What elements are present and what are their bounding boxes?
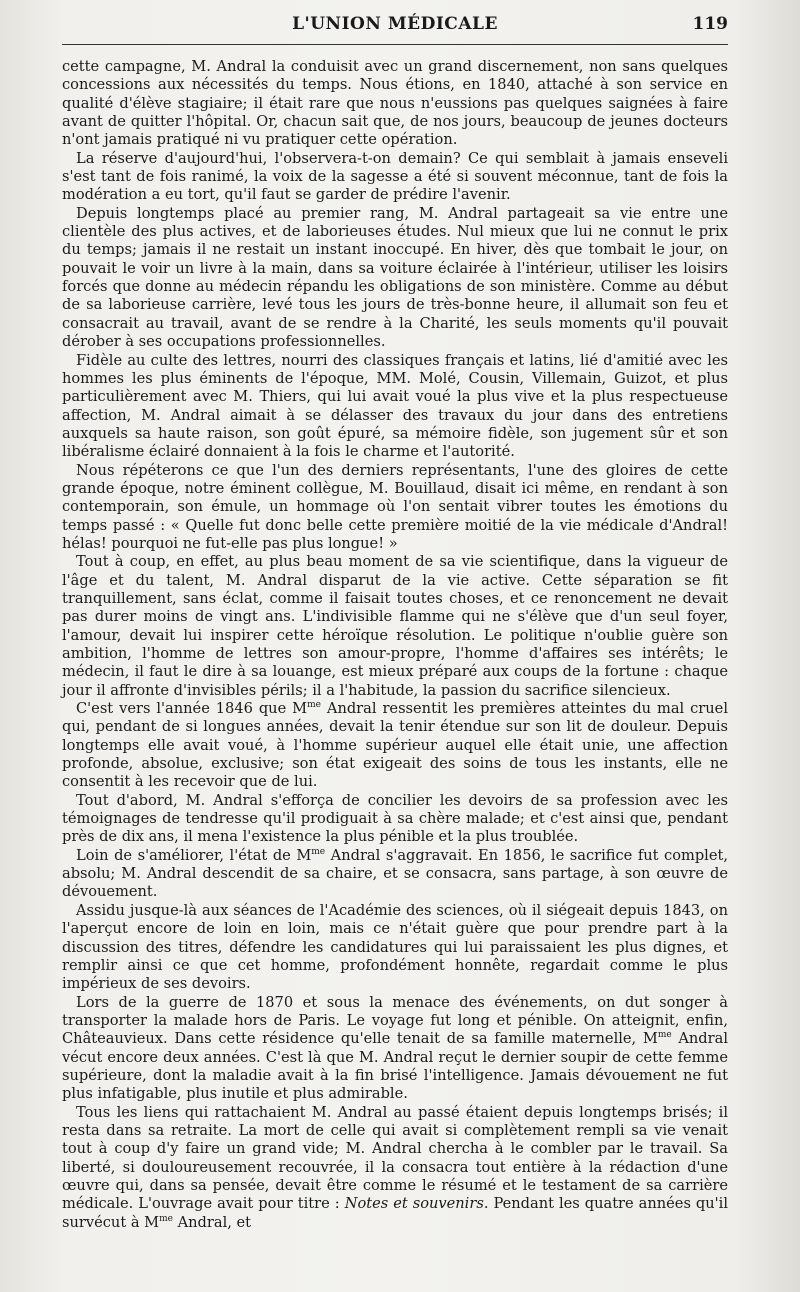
- paragraph: Lors de la guerre de 1870 et sous la menace des événements, on dut songer à transporter la malade hors de Paris. Le voyage fut long et pénible. On atteignit, enfin, Châteauvieux. Dans cette résidence qu'elle tenait de sa famille maternelle, $M^{me}$ Andral vécut encore deux années. C'est là que M. Andral reçut le dernier soupir de cette femme supérieure, dont la maladie avait à la fin brisé l'intelligence. Jamais dévouement ne fut plus infatigable, plus inutile et plus admirable.: [62, 993, 728, 1103]
- paragraph: C'est vers l'année 1846 que $M^{me}$ Andral ressentit les premières atteintes du mal cruel qui, pendant de si longues années, devait la tenir étendue sur son lit de douleur. Depuis longtemps elle avait voué, à l'homme supérieur auquel elle était unie, une affection profonde, absolue, exclusive; son état exigeait des soins de tous les instants, elle ne consentit à les recevoir que de lui.: [62, 700, 728, 791]
- paragraph: Tout à coup, en effet, au plus beau moment de sa vie scientifique, dans la vigueur de l'âge et du talent, M. Andral disparut de la vie active. Cette séparation se fit tranquillement, sans éclat, comme il faisait toutes choses, et ce renoncement ne devait pas durer moins de vingt ans. L'indivisible flamme qui ne s'élève que d'un seul foyer, l'amour, devait lui inspirer cette héroïque résolution. Le politique n'oublie guère son ambition, l'homme de lettres son amour-propre, l'homme d'affaires ses intérêts; le médecin, il faut le dire à sa louange, est mieux préparé aux coups de la fortune : chaque jour il affronte d'invisibles périls; il a l'habitude, la passion du sacrifice silencieux.: [62, 553, 728, 699]
- paragraph: Depuis longtemps placé au premier rang, M. Andral partageait sa vie entre une clientèle des plus actives, et de laborieuses études. Nul mieux que lui ne connut le prix du temps; jamais il ne restait un instant inoccupé. En hiver, dès que tombait le jour, on pouvait le voir un livre à la main, dans sa voiture éclairée à l'intérieur, utiliser les loisirs forcés que donne au médecin répandu les obligations de son ministère. Comme au début de sa laborieuse carrière, levé tous les jours de très-bonne heure, il allumait son feu et consacrait au travail, avant de se rendre à la Charité, les seuls moments qu'il pouvait dérober à ses occupations professionnelles.: [62, 204, 728, 351]
- paragraph: Nous répéterons ce que l'un des derniers représentants, l'une des gloires de cette grande époque, notre éminent collègue, M. Bouillaud, disait ici même, en rendant à son contemporain, son émule, un hommage où l'on sentait vibrer toutes les émotions du temps passé : « Quelle fut donc belle cette première moitié de la vie médicale d'Andral! hélas! pourquoi ne fut-elle pas plus longue! »: [62, 461, 728, 552]
- paragraph: Tous les liens qui rattachaient M. Andral au passé étaient depuis longtemps brisés; il resta dans sa retraite. La mort de celle qui avait si complètement rempli sa vie venait tout à coup d'y faire un grand vide; M. Andral chercha à le combler par le travail. Sa liberté, si douloureusement recouvrée, il la consacra tout entière à la rédaction d'une œuvre qui, dans sa pensée, devait être comme le résumé et le testament de sa carrière médicale. L'ouvrage avait pour titre : Notes et souvenirs. Pendant les quatre années qu'il survécut à $M^{me}$ Andral, et: [62, 1103, 729, 1231]
- paragraph: Tout d'abord, M. Andral s'efforça de concilier les devoirs de sa profession avec les témoignages de tendresse qu'il prodiguait à sa chère malade; et c'est ainsi que, pendant près de dix ans, il mena l'existence la plus pénible et la plus troublée.: [62, 791, 728, 846]
- page-number: 119: [692, 14, 728, 34]
- header-rule: [62, 44, 728, 45]
- paragraph: Loin de s'améliorer, l'état de $M^{me}$ Andral s'aggravait. En 1856, le sacrifice fut complet, absolu; M. Andral descendit de sa chaire, et se consacra, sans partage, à son œuvre de dévouement.: [62, 846, 728, 901]
- paragraph: La réserve d'aujourd'hui, l'observera-t-on demain? Ce qui semblait à jamais enseveli s'est tant de fois ranimé, la voix de la sagesse a été si souvent méconnue, tant de fois la modération a eu tort, qu'il faut se garder de prédire l'avenir.: [62, 149, 728, 204]
- paragraph: Assidu jusque-là aux séances de l'Académie des sciences, où il siégeait depuis 1843, on l'aperçut encore de loin en loin, mais ce n'était guère que pour prendre part à la discussion des titres, défendre les candidatures qui lui paraissaient les plus dignes, et remplir ainsi ce que cet homme, profondément honnête, regardait comme le plus impérieux de ses devoirs.: [62, 901, 728, 993]
- paragraph: cette campagne, M. Andral la conduisit avec un grand discernement, non sans quelques concessions aux nécessités du temps. Nous étions, en 1840, attaché à son service en qualité d'élève stagiaire; il était rare que nous n'eussions pas quelques saignées à faire avant de quitter l'hôpital. Or, chacun sait que, de nos jours, beaucoup de jeunes docteurs n'ont jamais pratiqué ni vu pratiquer cette opération.: [62, 58, 728, 149]
- paragraph: Fidèle au culte des lettres, nourri des classiques français et latins, lié d'amitié avec les hommes les plus éminents de l'époque, MM. Molé, Cousin, Villemain, Guizot, et plus particulièrement avec M. Thiers, qui lui avait voué la plus vive et la plus respectueuse affection, M. Andral aimait à se délasser des travaux du jour dans des entretiens auxquels sa haute raison, son goût épuré, sa mémoire fidèle, son jugement sûr et son libéralisme éclairé donnaient à la fois le charme et l'autorité.: [62, 351, 728, 461]
- running-head: [62, 12, 728, 40]
- article-body: [62, 58, 728, 1232]
- journal-title: L'UNION MÉDICALE: [292, 14, 498, 34]
